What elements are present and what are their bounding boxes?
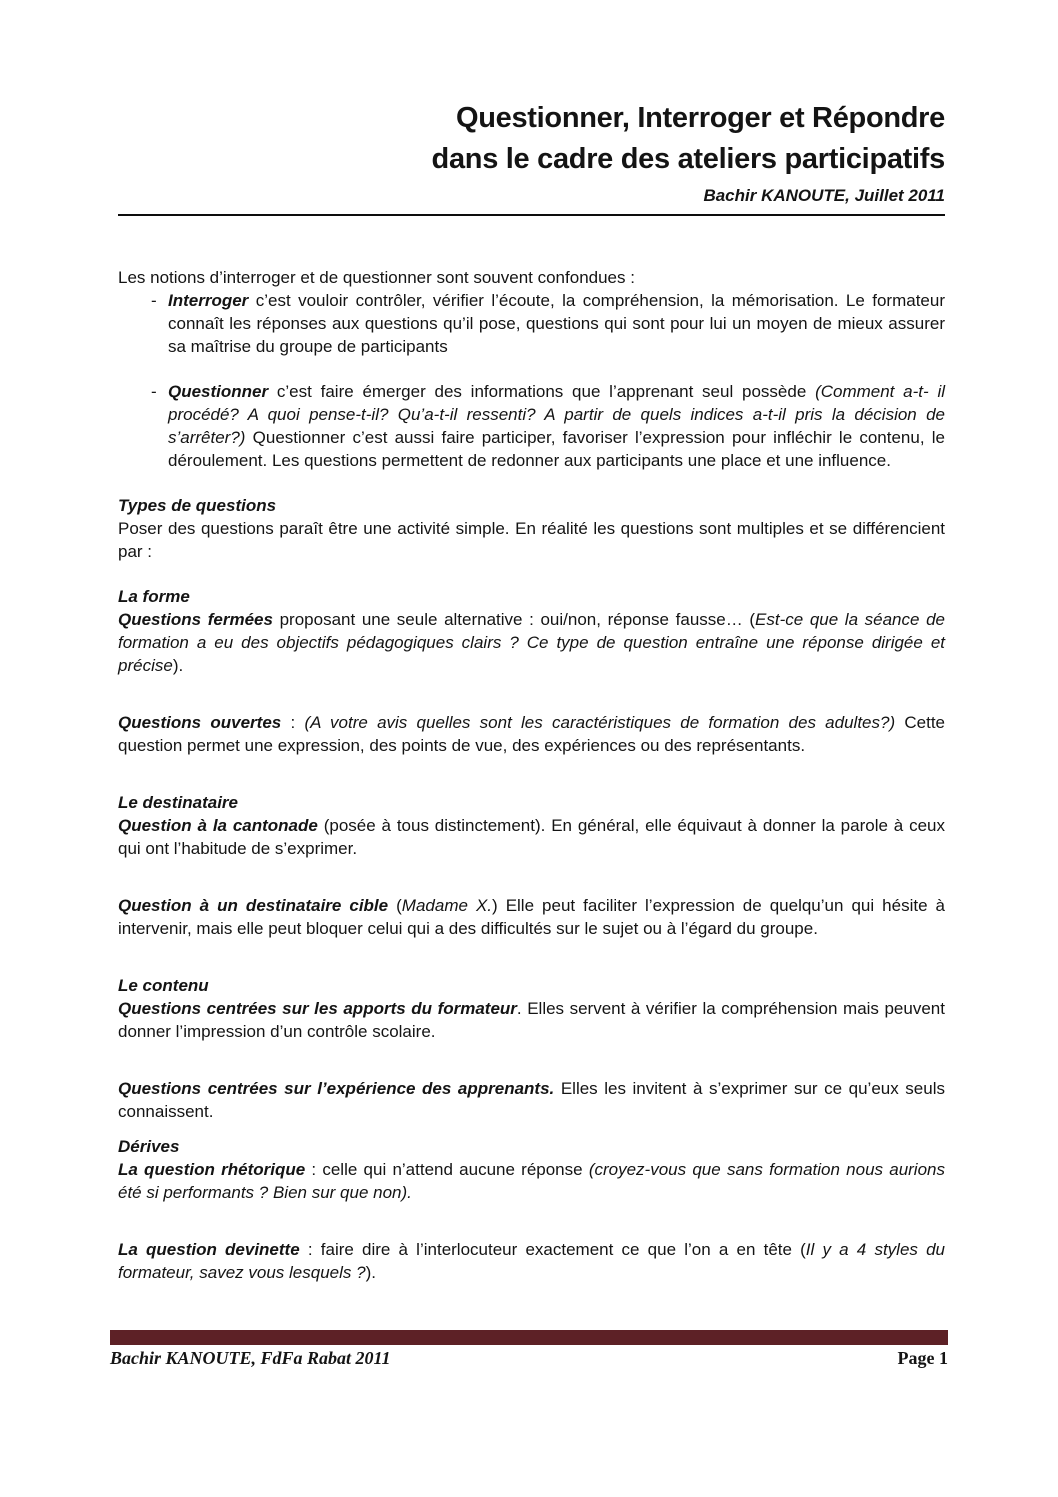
heading-la-forme: La forme — [118, 587, 190, 606]
bullet-marker: - — [151, 291, 157, 310]
lead-questions-experience: Questions centrées sur l’expérience des apprenants. — [118, 1079, 555, 1098]
bullet-text-interroger — [168, 289, 945, 358]
paragraph-question-cantonade — [118, 814, 945, 860]
intro-lead: Les notions d’interroger et de questionner sont souvent confondues : — [118, 268, 635, 287]
term-questionner: Questionner — [168, 382, 269, 401]
heading-derives: Dérives — [118, 1137, 180, 1156]
example-questionner: (Comment a-t- il procédé? A quoi pense-t-il? Qu’a-t-il ressenti? A partir de quels indices a-t-il pris la décision de s’arrêter?) — [168, 382, 945, 447]
heading-le-destinataire: Le destinataire — [118, 793, 238, 812]
footer-page-number: Page 1 — [897, 1348, 948, 1368]
bullet-text-questionner — [168, 380, 945, 472]
bullet-item-questionner — [118, 380, 945, 472]
document-title — [118, 98, 945, 180]
text-question-cantonade: (posée à tous distinctement). En général, elle équivaut à donner la parole à ceux qui ont l’habitude de s’exprimer. — [118, 816, 945, 858]
bullet-item-interroger — [118, 289, 945, 358]
byline: Bachir KANOUTE, Juillet 2011 — [703, 186, 945, 205]
text-questions-fermees: proposant une seule alternative : oui/non, réponse fausse… ( — [272, 610, 756, 629]
example-question-devinette: Il y a 4 styles du formateur, savez vous lesquels ? — [118, 1240, 945, 1282]
lead-question-cible: Question à un destinataire cible — [118, 896, 389, 915]
document-footer — [110, 1330, 948, 1369]
footer-author: Bachir KANOUTE, FdFa Rabat 2011 — [110, 1348, 391, 1368]
text-question-devinette: : faire dire à l’interlocuteur exactement ce que l’on a en tête ( — [299, 1240, 806, 1259]
text-questions-ouvertes: Cette question permet une expression, des points de vue, des expériences ou des représentants. — [118, 713, 945, 755]
footer-text-row — [110, 1348, 948, 1369]
lead-questions-ouvertes: Questions ouvertes — [118, 713, 282, 732]
paragraph-question-rhetorique — [118, 1158, 945, 1204]
text-questionner-before: c’est faire émerger des informations que l’apprenant seul possède — [268, 382, 816, 401]
bullet-marker: - — [151, 382, 157, 401]
text-questions-fermees-end: ). — [172, 656, 184, 675]
paragraph-questions-ouvertes — [118, 711, 945, 757]
text-questionner-after: Questionner c’est aussi faire participer, favoriser l’expression pour infléchir le contenu, le déroulement. Les questions permettent de redonner aux participants une place et une influence. — [168, 428, 945, 470]
document-header — [118, 98, 945, 216]
text-question-cible-open: ( — [388, 896, 402, 915]
lead-questions-apports: Questions centrées sur les apports du formateur — [118, 999, 517, 1018]
heading-le-contenu: Le contenu — [118, 976, 209, 995]
paragraph-question-devinette — [118, 1238, 945, 1284]
paragraph-questions-apports — [118, 997, 945, 1043]
lead-question-rhetorique: La question rhétorique — [118, 1160, 306, 1179]
title-line-2: dans le cadre des ateliers participatifs — [431, 143, 945, 175]
text-question-rhetorique: : celle qui n’attend aucune réponse — [305, 1160, 589, 1179]
header-rule — [118, 214, 945, 216]
paragraph-questions-experience — [118, 1077, 945, 1123]
text-question-cible: ) Elle peut faciliter l’expression de quelqu’un qui hésite à intervenir, mais elle peut bloquer celui qui a des difficultés sur le sujet ou à l’égard du groupe. — [118, 896, 945, 938]
lead-question-cantonade: Question à la cantonade — [118, 816, 318, 835]
paragraph-types-de-questions: Poser des questions paraît être une activité simple. En réalité les questions sont multiples et se différencient par : — [118, 519, 945, 561]
text-questions-ouvertes-sep: : — [281, 713, 305, 732]
example-question-cible: Madame X. — [401, 896, 493, 915]
paragraph-question-cible — [118, 894, 945, 940]
text-questions-apports: . Elles servent à vérifier la compréhension mais peuvent donner l’impression d’un contrôle scolaire. — [118, 999, 945, 1041]
lead-questions-fermees: Questions fermées — [118, 610, 273, 629]
title-line-1: Questionner, Interroger et Répondre — [455, 102, 945, 134]
example-question-rhetorique: (croyez-vous que sans formation nous aurions été si performants ? Bien sur que non). — [118, 1160, 945, 1202]
document-body — [118, 266, 945, 1284]
term-interroger: Interroger — [168, 291, 249, 310]
example-questions-fermees: Est-ce que la séance de formation a eu des objectifs pédagogiques clairs ? Ce type de question entraîne une réponse dirigée et précise — [118, 610, 945, 675]
text-interroger: c’est vouloir contrôler, vérifier l’écoute, la compréhension, la mémorisation. Le formateur connaît les réponses aux questions qu’il pose, questions qui sont pour lui un moyen de mieux assurer sa maîtrise du groupe de participants — [168, 291, 945, 356]
text-questions-experience: Elles les invitent à s’exprimer sur ce qu’eux seuls connaissent. — [118, 1079, 945, 1121]
example-questions-ouvertes: (A votre avis quelles sont les caractéristiques de formation des adultes?) — [304, 713, 896, 732]
paragraph-questions-fermees — [118, 608, 945, 677]
lead-question-devinette: La question devinette — [118, 1240, 300, 1259]
footer-bar — [110, 1330, 948, 1345]
heading-types-de-questions: Types de questions — [118, 496, 277, 515]
text-question-devinette-end: ). — [365, 1263, 376, 1282]
